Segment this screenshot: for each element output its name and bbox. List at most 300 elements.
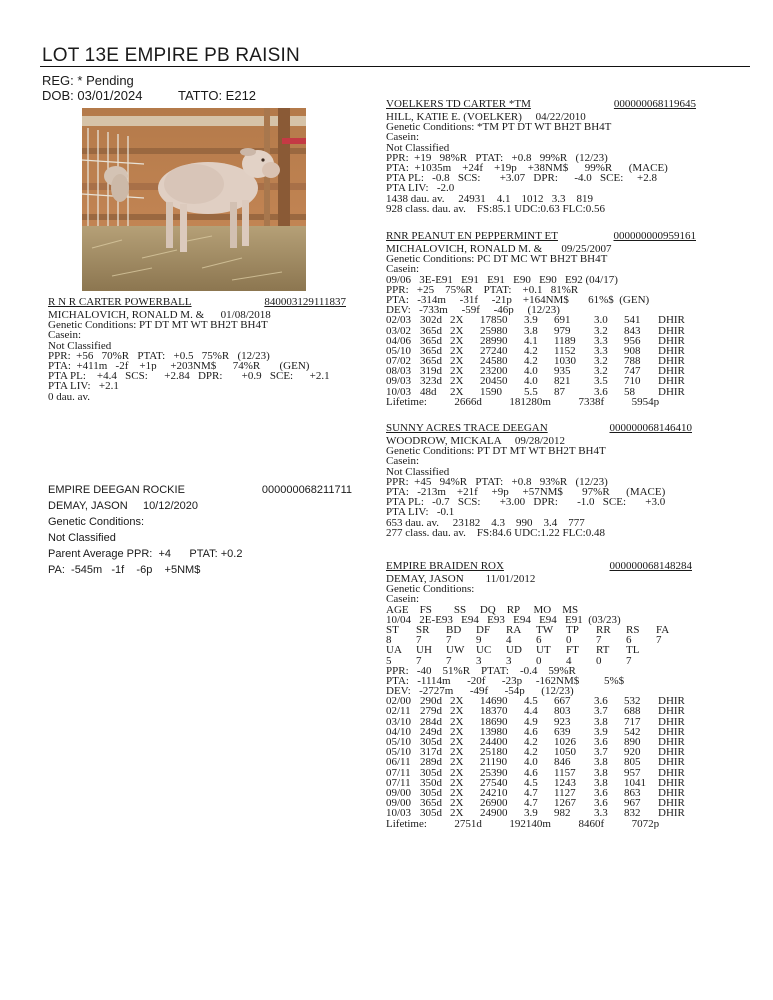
linear-trait-cell: 8 [386,635,392,646]
lactation-record-cell: 4.6 [524,726,538,737]
lactation-record-cell: 639 [554,726,571,737]
lactation-record-cell: 365d [420,335,442,346]
lactation-record-cell: 691 [554,315,571,326]
lactation-record-cell: 821 [554,376,571,387]
lactation-record-cell: DHIR [658,747,685,758]
lactation-record-row [386,366,696,376]
lactation-record-cell: DHIR [658,737,685,748]
linear-trait-cell: 3 [506,655,512,666]
lactation-record-row [386,336,696,346]
lactation-record-row [386,706,692,716]
lactation-record-cell: 04/10 [386,726,412,737]
sire-of-dam-genetic-conditions: Genetic Conditions: PT DT MT WT BH2T BH4T [386,446,606,457]
lactation-record-cell: 4.7 [524,787,538,799]
linear-trait-cell: 7 [416,635,422,646]
lactation-record-cell: 846 [554,757,571,768]
lactation-record-cell: 58 [624,386,635,397]
lactation-record-cell: 957 [624,767,641,778]
lactation-record-cell: 24400 [480,737,508,748]
lactation-record-row [386,788,692,798]
lactation-record-cell: 2X [450,726,464,737]
lactation-record-cell: 3.7 [594,747,608,758]
lactation-record-cell: 4.0 [524,366,538,377]
lactation-record-cell: 3.2 [594,325,608,336]
sire-of-sire-classification: Not Classified [386,142,450,153]
linear-trait-cell: 6 [536,635,542,646]
lactation-record-cell: 3.6 [594,737,608,748]
sire-name: R N R CARTER POWERBALL [48,296,192,308]
lactation-record-cell: 3.5 [594,376,608,387]
lactation-record-cell: 1030 [554,356,576,367]
lactation-record-cell: 48d [420,386,437,397]
sire-of-dam-owner-dob: WOODROW, MICKALA 09/28/2012 [386,436,565,447]
lactation-record-cell: DHIR [658,376,685,387]
lactation-record-cell: 18370 [480,706,508,717]
linear-trait-cell: UD [506,645,522,656]
sire-of-dam-pta-liv: PTA LIV: -0.1 [386,507,455,518]
lactation-record-cell: DHIR [658,706,685,717]
lactation-record-cell: 365d [420,356,442,367]
lactation-record-cell: 07/02 [386,356,412,367]
dam-reg-number: 000000068211711 [261,484,352,496]
lactation-record-cell: 03/10 [386,716,412,727]
lactation-record-cell: DHIR [658,798,685,809]
sire-casein: Casein: [48,330,81,341]
lactation-record-cell: 3.8 [594,767,608,778]
lactation-record-cell: 10/03 [386,386,412,397]
lactation-record-cell: 2X [450,808,464,819]
linear-trait-cell: 4 [566,655,572,666]
lactation-record-cell: DHIR [658,345,685,357]
lactation-record-cell: DHIR [658,366,685,377]
lactation-record-cell: 2X [450,777,464,788]
lactation-record-cell: 02/03 [386,315,412,326]
dam-of-dam-block [386,561,692,829]
lactation-record-cell: 14690 [480,696,508,707]
linear-trait-row [386,656,692,666]
dam-pa-values: PA: -545m -1f -6p +5NM$ [48,564,201,576]
lactation-record-row [386,315,696,325]
lactation-record-cell: DHIR [658,777,685,788]
lactation-record-cell: 08/03 [386,366,412,377]
linear-trait-cell: 3 [476,655,482,666]
lactation-record-cell: 2X [450,366,464,377]
lactation-record-row [386,757,692,767]
lactation-record-cell: 688 [624,706,641,717]
linear-trait-cell: UW [446,645,465,656]
lactation-record-cell: 967 [624,798,641,809]
lactation-record-cell: 2X [450,315,464,326]
sire-of-sire-pta-liv: PTA LIV: -2.0 [386,183,455,194]
lactation-record-cell: 4.9 [524,716,538,727]
sire-classification: Not Classified [48,340,112,351]
lactation-record-cell: 07/11 [386,777,411,788]
dam-parent-average: Parent Average PPR: +4 PTAT: +0.2 [48,548,243,560]
lactation-record-cell: 26900 [480,798,508,809]
lactation-record-cell: 21190 [480,757,508,768]
sire-of-sire-classified-daughters: 928 class. dau. av. FS:85.1 UDC:0.63 FLC:0.56 [386,203,605,214]
lactation-record-cell: 2X [450,798,464,809]
dam-of-dam-lifetime: Lifetime: 2751d 192140m 8460f 7072p [386,818,660,829]
lactation-record-cell: 2X [450,757,464,768]
sire-daughter-average: 0 dau. av. [48,391,91,402]
lactation-record-cell: 4.1 [524,335,538,346]
animal-photo [82,108,306,291]
dam-of-dam-ppr: PPR: -40 51%R PTAT: -0.4 59%R [386,665,576,676]
lactation-record-cell: 05/10 [386,747,412,758]
dam-owner-dob: DEMAY, JASON 10/12/2020 [48,500,199,512]
linear-trait-cell: TW [536,624,554,636]
lactation-record-cell: 06/11 [386,757,411,768]
dam-of-sire-ppr: PPR: +25 75%R PTAT: +0.1 81%R [386,284,579,295]
sire-of-sire-block [386,99,696,214]
linear-trait-cell: DF [476,624,491,636]
lactation-record-cell: 843 [624,325,641,336]
lactation-record-cell: 25390 [480,767,508,778]
dam-of-dam-reg-number: 000000068148284 [609,560,692,572]
lactation-record-cell: 10/03 [386,808,412,819]
linear-trait-cell: BD [446,624,462,636]
linear-trait-cell: UA [386,645,402,656]
linear-trait-cell: FA [656,624,670,636]
lactation-record-cell: 24210 [480,787,508,799]
lactation-record-cell: 25980 [480,325,508,336]
lactation-record-cell: 1050 [554,747,576,758]
linear-trait-row [386,635,692,645]
lactation-record-cell: 832 [624,808,641,819]
lactation-record-cell: 4.0 [524,376,538,387]
sire-of-dam-classified-daughters: 277 class. dau. av. FS:84.6 UDC:1.22 FLC:0.48 [386,527,605,538]
dam-of-dam-pta: PTA: -1114m -20f -23p -162NM$ 5%$ [386,675,625,687]
lactation-record-cell: DHIR [658,726,685,737]
lactation-record-cell: 302d [420,315,442,326]
linear-trait-cell: 7 [416,655,422,666]
lactation-record-cell: DHIR [658,325,685,336]
lactation-record-cell: DHIR [658,716,685,727]
title-divider [40,66,750,67]
lactation-record-cell: 532 [624,696,641,707]
registration-status: REG: * Pending [42,73,134,88]
linear-trait-cell: RA [506,624,522,636]
lactation-record-cell: 305d [420,808,442,819]
lactation-record-cell: 87 [554,386,565,397]
lactation-record-cell: 290d [420,696,442,707]
sire-pta: PTA: +411m -2f +1p +203NM$ 74%R (GEN) [48,360,310,372]
dam-of-dam-lactation-records [386,696,692,818]
dam-of-sire-casein: Casein: [386,264,419,275]
lactation-record-cell: 4.4 [524,706,538,717]
lactation-record-cell: 923 [554,716,571,727]
lactation-record-row [386,727,692,737]
lactation-record-cell: 1127 [554,787,576,799]
lactation-record-cell: 3.3 [594,335,608,346]
lactation-record-cell: 3.8 [594,757,608,768]
lactation-record-cell: 1152 [554,345,576,357]
lactation-record-cell: 249d [420,726,442,737]
dam-of-sire-block [386,231,696,407]
linear-trait-cell: 5 [386,655,392,666]
sire-of-sire-reg-number: 000000068119645 [613,98,696,110]
linear-trait-row [386,645,692,655]
lactation-record-cell: 18690 [480,716,508,727]
lactation-record-cell: 717 [624,716,641,727]
linear-trait-cell: 7 [596,635,602,646]
sire-of-sire-ppr: PPR: +19 98%R PTAT: +0.8 99%R (12/23) [386,152,608,163]
lactation-record-cell: 542 [624,726,641,737]
linear-trait-cell: 9 [476,635,482,646]
sire-of-dam-classification: Not Classified [386,466,450,477]
sire-pta-liv: PTA LIV: +2.1 [48,381,119,392]
lot-title: LOT 13E EMPIRE PB RAISIN [42,45,300,66]
lactation-record-cell: 2X [450,787,464,799]
lactation-record-cell: DHIR [658,386,685,397]
lactation-record-cell: 07/11 [386,767,411,778]
lactation-record-cell: 4.2 [524,747,538,758]
linear-trait-row [386,625,692,635]
lactation-record-cell: 09/00 [386,798,412,809]
lactation-record-cell: 982 [554,808,571,819]
sire-of-sire-owner-dob: HILL, KATIE E. (VOELKER) 04/22/2010 [386,112,586,123]
lactation-record-cell: 17850 [480,315,508,326]
lactation-record-cell: DHIR [658,356,685,367]
dam-of-dam-casein: Casein: [386,594,419,605]
sire-of-dam-name: SUNNY ACRES TRACE DEEGAN [386,422,548,434]
dam-of-sire-lactation-records [386,315,696,397]
lactation-record-cell: 27540 [480,777,508,788]
lactation-record-row [386,768,692,778]
lactation-record-cell: 27240 [480,345,508,357]
lactation-record-cell: 3.8 [524,325,538,336]
lactation-record-cell: DHIR [658,787,685,799]
lactation-record-cell: 788 [624,356,641,367]
lactation-record-cell: 05/10 [386,345,412,357]
lactation-record-cell: 03/02 [386,325,412,336]
lactation-record-cell: 2X [450,335,464,346]
lactation-record-cell: 3.9 [594,726,608,737]
sire-of-sire-daughter-average: 1438 dau. av. 24931 4.1 1012 3.3 819 [386,193,594,204]
lactation-record-cell: DHIR [658,335,685,346]
linear-trait-cell: 7 [446,655,452,666]
dam-of-dam-classification-scores: 10/04 2E-E93 E94 E93 E94 E94 E91 (03/23) [386,614,621,625]
dam-of-dam-name: EMPIRE BRAIDEN ROX [386,560,504,572]
dam-of-sire-name: RNR PEANUT EN PEPPERMINT ET [386,230,558,242]
linear-trait-cell: SR [416,624,430,636]
lactation-record-cell: 2X [450,376,464,387]
lactation-record-cell: 920 [624,747,641,758]
lactation-record-cell: 3.3 [594,345,608,357]
lactation-record-cell: 02/11 [386,706,411,717]
lactation-record-row [386,346,696,356]
dam-block [48,482,352,578]
linear-trait-cell: 6 [626,635,632,646]
lactation-record-cell: 2X [450,747,464,758]
lactation-record-cell: 2X [450,696,464,707]
lactation-record-cell: 3.6 [594,798,608,809]
linear-trait-cell: ST [386,624,399,636]
lactation-record-row [386,778,692,788]
lactation-record-row [386,326,696,336]
lactation-record-cell: 24580 [480,356,508,367]
linear-trait-cell: 0 [596,655,602,666]
sire-of-sire-pta-pl: PTA PL: -0.8 SCS: +3.07 DPR: -4.0 SCE: +2.8 [386,173,657,184]
linear-trait-cell: 4 [506,635,512,646]
linear-trait-cell: FT [566,645,579,656]
lactation-record-cell: 2X [450,356,464,367]
dam-of-sire-owner-dob: MICHALOVICH, RONALD M. & 09/25/2007 [386,244,612,255]
lactation-record-cell: 1157 [554,767,576,778]
lactation-record-cell: 5.5 [524,386,538,397]
lactation-record-row [386,798,692,808]
lactation-record-cell: 3.0 [594,315,608,326]
sire-owner-dob: MICHALOVICH, RONALD M. & 01/08/2018 [48,310,271,321]
lactation-record-cell: 908 [624,345,641,357]
lactation-record-cell: 1267 [554,798,576,809]
linear-trait-cell: RS [626,624,640,636]
lactation-record-cell: 305d [420,737,442,748]
lactation-record-cell: 305d [420,787,442,799]
dam-of-dam-dev: DEV: -2727m -49f -54p (12/23) [386,686,574,697]
lactation-record-cell: 279d [420,706,442,717]
sire-of-dam-daughter-average: 653 dau. av. 23182 4.3 990 3.4 777 [386,517,585,528]
lactation-record-cell: 25180 [480,747,508,758]
lactation-record-cell: 3.2 [594,366,608,377]
dam-genetic-conditions: Genetic Conditions: [48,516,144,528]
dam-of-sire-reg-number: 000000000959161 [613,230,696,242]
dam-of-dam-linear-traits [386,625,692,666]
sire-of-dam-reg-number: 000000068146410 [609,422,692,434]
lactation-record-row [386,356,696,366]
sire-of-dam-ppr: PPR: +45 94%R PTAT: +0.8 93%R (12/23) [386,476,608,487]
lactation-record-cell: 667 [554,696,571,707]
lactation-record-row [386,696,692,706]
lactation-record-cell: 289d [420,757,442,768]
lactation-record-cell: 4.2 [524,737,538,748]
lactation-record-cell: 09/00 [386,787,412,799]
lactation-record-cell: 541 [624,315,641,326]
lactation-record-row [386,737,692,747]
lactation-record-cell: DHIR [658,696,685,707]
lactation-record-cell: 09/03 [386,376,412,387]
lactation-record-cell: 956 [624,335,641,346]
linear-trait-cell: TL [626,645,640,656]
linear-trait-cell: 0 [566,635,572,646]
linear-trait-cell: RT [596,645,610,656]
dam-of-sire-pta: PTA: -314m -31f -21p +164NM$ 61%$ (GEN) [386,294,650,306]
lactation-record-cell: 3.7 [594,706,608,717]
lactation-record-cell: 3.3 [594,808,608,819]
lactation-record-cell: 3.8 [594,777,608,788]
lactation-record-cell: 13980 [480,726,508,737]
lactation-record-cell: 05/10 [386,737,412,748]
dam-of-dam-genetic-conditions: Genetic Conditions: [386,584,475,595]
sire-ppr: PPR: +56 70%R PTAT: +0.5 75%R (12/23) [48,350,270,361]
dam-of-sire-lifetime: Lifetime: 2666d 181280m 7338f 5954p [386,396,660,407]
lactation-record-cell: 3.8 [594,716,608,727]
sire-of-dam-casein: Casein: [386,456,419,467]
lactation-record-cell: 1026 [554,737,576,748]
dam-classification: Not Classified [48,532,116,544]
linear-trait-cell: RR [596,624,611,636]
lactation-record-cell: 4.2 [524,356,538,367]
lactation-record-cell: 2X [450,706,464,717]
lactation-record-cell: 4.6 [524,767,538,778]
lactation-record-cell: DHIR [658,757,685,768]
lactation-record-cell: 2X [450,767,464,778]
lactation-record-cell: DHIR [658,315,685,326]
sire-block [48,297,346,402]
lactation-record-cell: 323d [420,376,442,387]
linear-trait-cell: 7 [626,655,632,666]
lactation-record-cell: 2X [450,737,464,748]
linear-trait-cell: UC [476,645,492,656]
lactation-record-cell: 319d [420,366,442,377]
lactation-record-cell: 317d [420,747,442,758]
sire-pta-pl: PTA PL: +4.4 SCS: +2.84 DPR: +0.9 SCE: +2.1 [48,371,330,382]
lactation-record-cell: 3.6 [594,787,608,799]
lactation-record-cell: 803 [554,706,571,717]
linear-trait-cell: UH [416,645,432,656]
sire-reg-number: 840003129111837 [264,296,346,308]
lactation-record-row [386,717,692,727]
lactation-record-cell: 710 [624,376,641,387]
sire-of-sire-genetic-conditions: Genetic Conditions: *TM PT DT WT BH2T BH4T [386,122,612,133]
lactation-record-cell: 2X [450,716,464,727]
lactation-record-cell: DHIR [658,767,685,778]
lactation-record-row [386,387,696,397]
date-of-birth: DOB: 03/01/2024 [42,88,143,103]
lactation-record-cell: 20450 [480,376,508,387]
lactation-record-cell: 979 [554,325,571,336]
lactation-record-cell: DHIR [658,808,685,819]
lactation-record-cell: 1041 [624,777,646,788]
sire-of-dam-pta: PTA: -213m +21f +9p +57NM$ 97%R (MACE) [386,486,666,498]
lactation-record-cell: 2X [450,325,464,336]
lactation-record-cell: 863 [624,787,641,799]
lactation-record-row [386,747,692,757]
lactation-record-cell: 3.6 [594,696,608,707]
sire-of-sire-casein: Casein: [386,132,419,143]
lactation-record-cell: 305d [420,767,442,778]
sire-of-sire-pta: PTA: +1035m +24f +19p +38NM$ 99%R (MACE) [386,162,668,174]
lactation-record-cell: 3.6 [594,386,608,397]
lactation-record-cell: 24900 [480,808,508,819]
lactation-record-cell: 284d [420,716,442,727]
lactation-record-cell: 23200 [480,366,508,377]
lactation-record-row [386,376,696,386]
lactation-record-cell: 935 [554,366,571,377]
lactation-record-cell: 4.7 [524,798,538,809]
dam-of-dam-owner-dob: DEMAY, JASON 11/01/2012 [386,574,536,585]
dam-of-dam-classification-header: AGE FS SS DQ RP MO MS [386,604,579,615]
lactation-record-cell: 02/00 [386,696,412,707]
sire-genetic-conditions: Genetic Conditions: PT DT MT WT BH2T BH4T [48,320,268,331]
lactation-record-cell: 4.0 [524,757,538,768]
dam-of-sire-dev: DEV: -733m -59f -46p (12/23) [386,305,560,316]
linear-trait-cell: 0 [536,655,542,666]
lactation-record-cell: 890 [624,737,641,748]
lactation-record-cell: 4.2 [524,345,538,357]
linear-trait-cell: 7 [446,635,452,646]
lactation-record-cell: 28990 [480,335,508,346]
lactation-record-cell: 3.2 [594,356,608,367]
lactation-record-cell: 1590 [480,386,502,397]
dam-of-sire-genetic-conditions: Genetic Conditions: PC DT MC WT BH2T BH4T [386,254,608,265]
sire-of-sire-name: VOELKERS TD CARTER *TM [386,98,531,110]
linear-trait-cell: TP [566,624,579,636]
lactation-record-cell: 350d [420,777,442,788]
lactation-record-cell: 4.5 [524,696,538,707]
linear-trait-cell: 7 [656,635,662,646]
